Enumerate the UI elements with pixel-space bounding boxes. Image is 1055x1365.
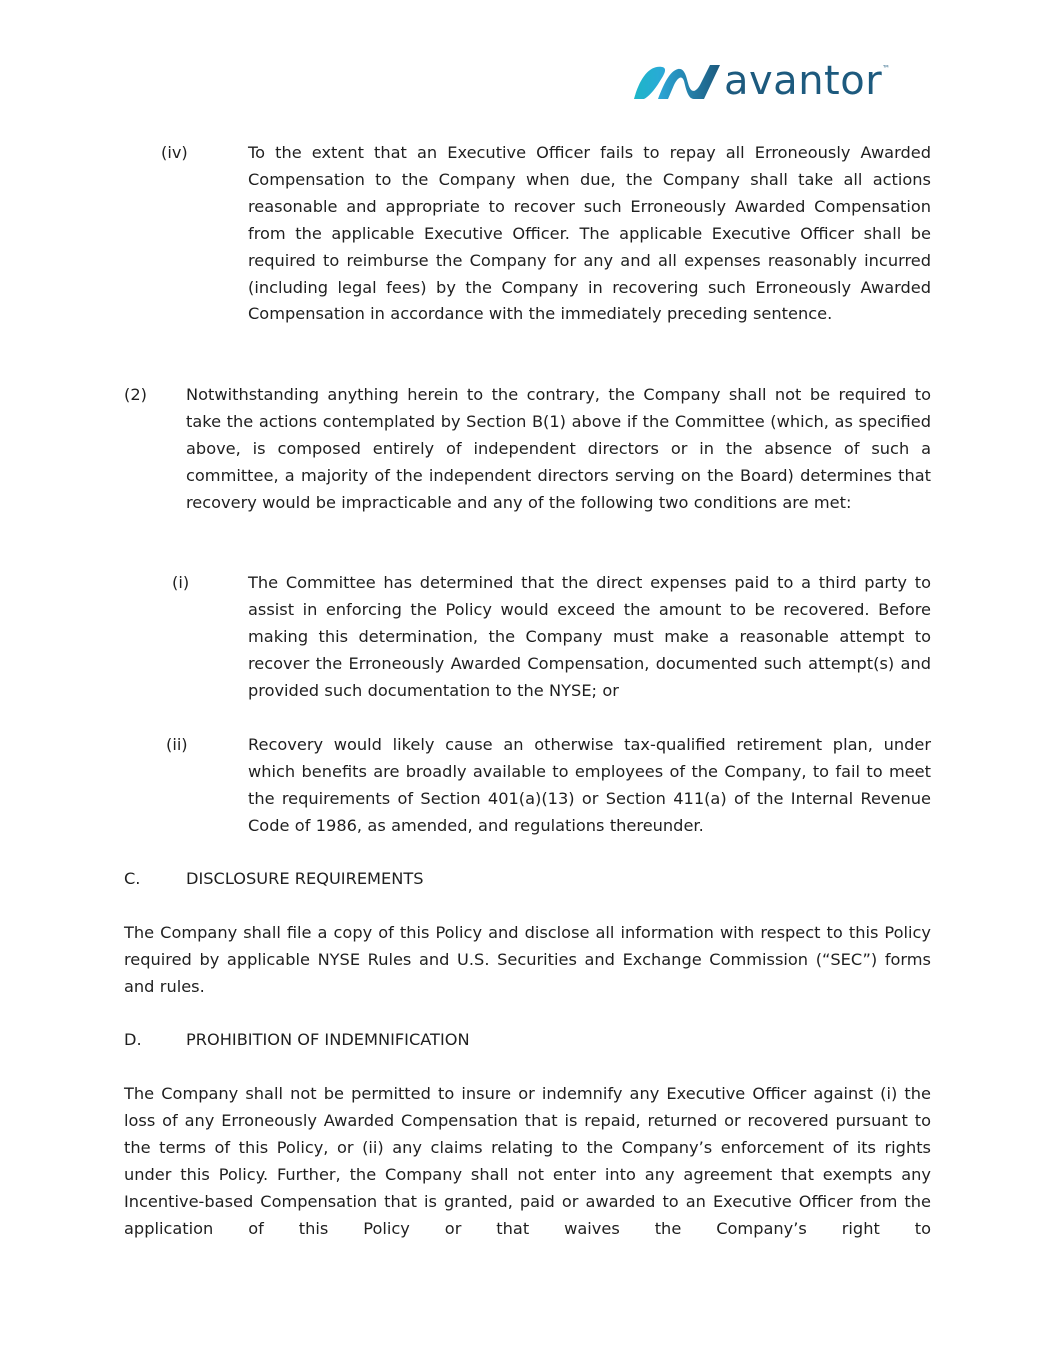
section-number: C. <box>124 869 141 888</box>
logo-wordmark: avantor <box>724 58 883 104</box>
section-paragraph: The Company shall file a copy of this Policy and disclose all information with respect to this Policy required by applicable NYSE Rules and U.S. Securities and Exchange Commission (“SEC”) forms and rules. <box>124 923 931 996</box>
section-paragraph: The Company shall not be permitted to insure or indemnify any Executive Officer against (i) the loss of any Erroneously Awarded Compensation that is repaid, returned or recovered pursuant to the terms of this Policy, or (ii) any claims relating to the Company’s enforcement of its rights under this Policy. Further, the Company shall not enter into any agreement that exempts any Incentive-based Compensation that is granted, paid or awarded to an Executive Officer from the application of this Policy or that waives the Company’s right to <box>124 1084 931 1238</box>
list-item-text: Notwithstanding anything herein to the contrary, the Company shall not be required to take the actions contemplated by Section B(1) above if the Committee (which, as specified above, is composed entirely of independent directors or in the absence of such a committee, a majority of the independent directors serving on the Board) determines that recovery would be impracticable and any of the following two conditions are met: <box>186 385 931 512</box>
list-item-text: The Committee has determined that the direct expenses paid to a third party to assist in enforcing the Policy would exceed the amount to be recovered. Before making this determination, the Company must make a reasonable attempt to recover the Erroneously Awarded Compensation, documented such attempt(s) and provided such documentation to the NYSE; or <box>248 573 931 700</box>
section-heading-c <box>124 866 931 893</box>
avantor-logo <box>630 56 940 106</box>
list-marker: (i) <box>172 573 190 592</box>
section-heading-d <box>124 1027 931 1054</box>
avantor-logo-mark-icon <box>630 59 722 103</box>
section-number: D. <box>124 1030 142 1049</box>
list-marker: (ii) <box>166 735 188 754</box>
logo-trademark: ™ <box>882 64 891 73</box>
section-c-body <box>124 920 931 1001</box>
list-item-text: To the extent that an Executive Officer fails to repay all Erroneously Awarded Compensation to the Company when due, the Company shall take all actions reasonable and appropriate to recover such Erroneously Awarded Compensation from the applicable Executive Officer. The applicable Executive Officer shall be required to reimburse the Company for any and all expenses reasonably incurred (including legal fees) by the Company in recovering such Erroneously Awarded Compensation in accordance with the immediately preceding sentence. <box>248 143 931 324</box>
section-title: PROHIBITION OF INDEMNIFICATION <box>186 1030 470 1049</box>
section-d-body <box>124 1081 931 1242</box>
list-item-text: Recovery would likely cause an otherwise tax-qualified retirement plan, under which benefits are broadly available to employees of the Company, to fail to meet the requirements of Section 401(a)(13) or Section 411(a) of the Internal Revenue Code of 1986, as amended, and regulations thereunder. <box>248 735 931 835</box>
list-marker: (2) <box>124 385 147 404</box>
list-marker: (iv) <box>161 143 188 162</box>
section-title: DISCLOSURE REQUIREMENTS <box>186 869 424 888</box>
